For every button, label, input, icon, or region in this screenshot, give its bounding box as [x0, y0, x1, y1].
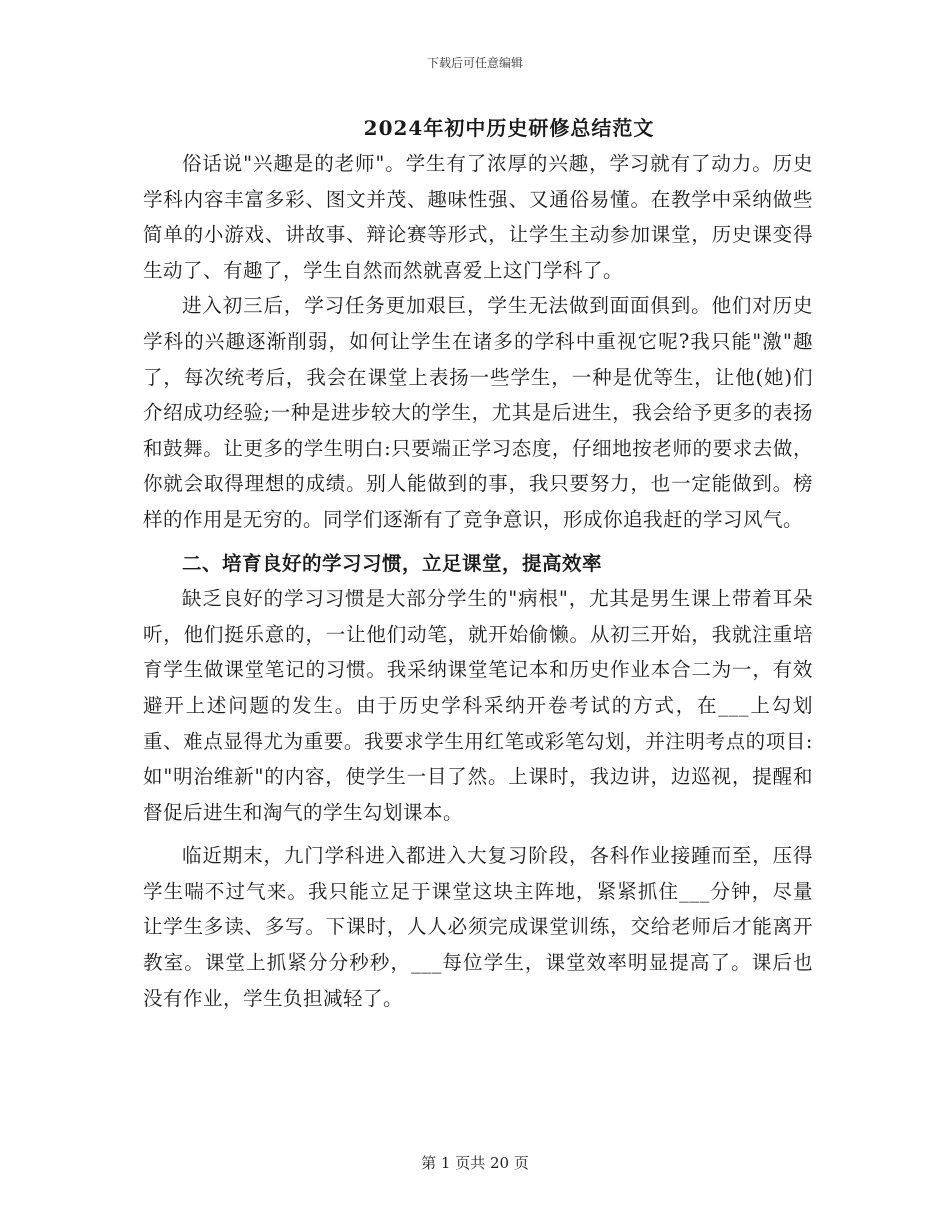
- document-body: [143, 112, 813, 1016]
- paragraph-interest: 俗话说"兴趣是的老师"。学生有了浓厚的兴趣，学习就有了动力。历史学科内容丰富多彩、图文并茂、趣味性强、又通俗易懂。在教学中采纳做些简单的小游戏、讲故事、辩论赛等形式，让学生主动参加课堂，历史课变得生动了、有趣了，学生自然而然就喜爱上这门学科了。: [143, 152, 813, 282]
- paragraph-grade-three: 进入初三后，学习任务更加艰巨，学生无法做到面面俱到。他们对历史学科的兴趣逐渐削弱，如何让学生在诸多的学科中重视它呢?我只能"激"趣了，每次统考后，我会在课堂上表扬一些学生，一种是优等生，让他(她)们介绍成功经验;一种是进步较大的学生，尤其是后进生，我会给予更多的表扬和鼓舞。让更多的学生明白:只要端正学习态度，仔细地按老师的要求去做，你就会取得理想的成绩。别人能做到的事，我只要努力，也一定能做到。榜样的作用是无穷的。同学们逐渐有了竞争意识，形成你追我赶的学习风气。: [143, 294, 813, 531]
- paragraph-study-habits: 缺乏良好的学习习惯是大部分学生的"病根"，尤其是男生课上带着耳朵听，他们挺乐意的，一让他们动笔，就开始偷懒。从初三开始，我就注重培育学生做课堂笔记的习惯。我采纳课堂笔记本和历史作业本合二为一，有效避开上述问题的发生。由于历史学科采纳开卷考试的方式，在___上勾划重、难点显得尤为重要。我要求学生用红笔或彩笔勾划，并注明考点的项目:如"明治维新"的内容，使学生一目了然。上课时，我边讲，边巡视，提醒和督促后进生和淘气的学生勾划课本。: [143, 587, 813, 824]
- paragraph-final-review: 临近期末，九门学科进入都进入大复习阶段，各科作业接踵而至，压得学生喘不过气来。我只能立足于课堂这块主阵地，紧紧抓住___分钟，尽量让学生多读、多写。下课时，人人必须完成课堂训练，交给老师后才能离开教室。课堂上抓紧分分秒秒，___每位学生，课堂效率明显提高了。课后也没有作业，学生负担减轻了。: [143, 844, 813, 1010]
- section-heading: 二、培育良好的学习习惯，立足课堂，提高效率: [182, 551, 603, 575]
- page-number-footer: 第 1 页共 20 页: [421, 1154, 529, 1172]
- document-title: 2024年初中历史研修总结范文: [363, 116, 655, 140]
- header-note: 下载后可任意编辑: [426, 56, 523, 70]
